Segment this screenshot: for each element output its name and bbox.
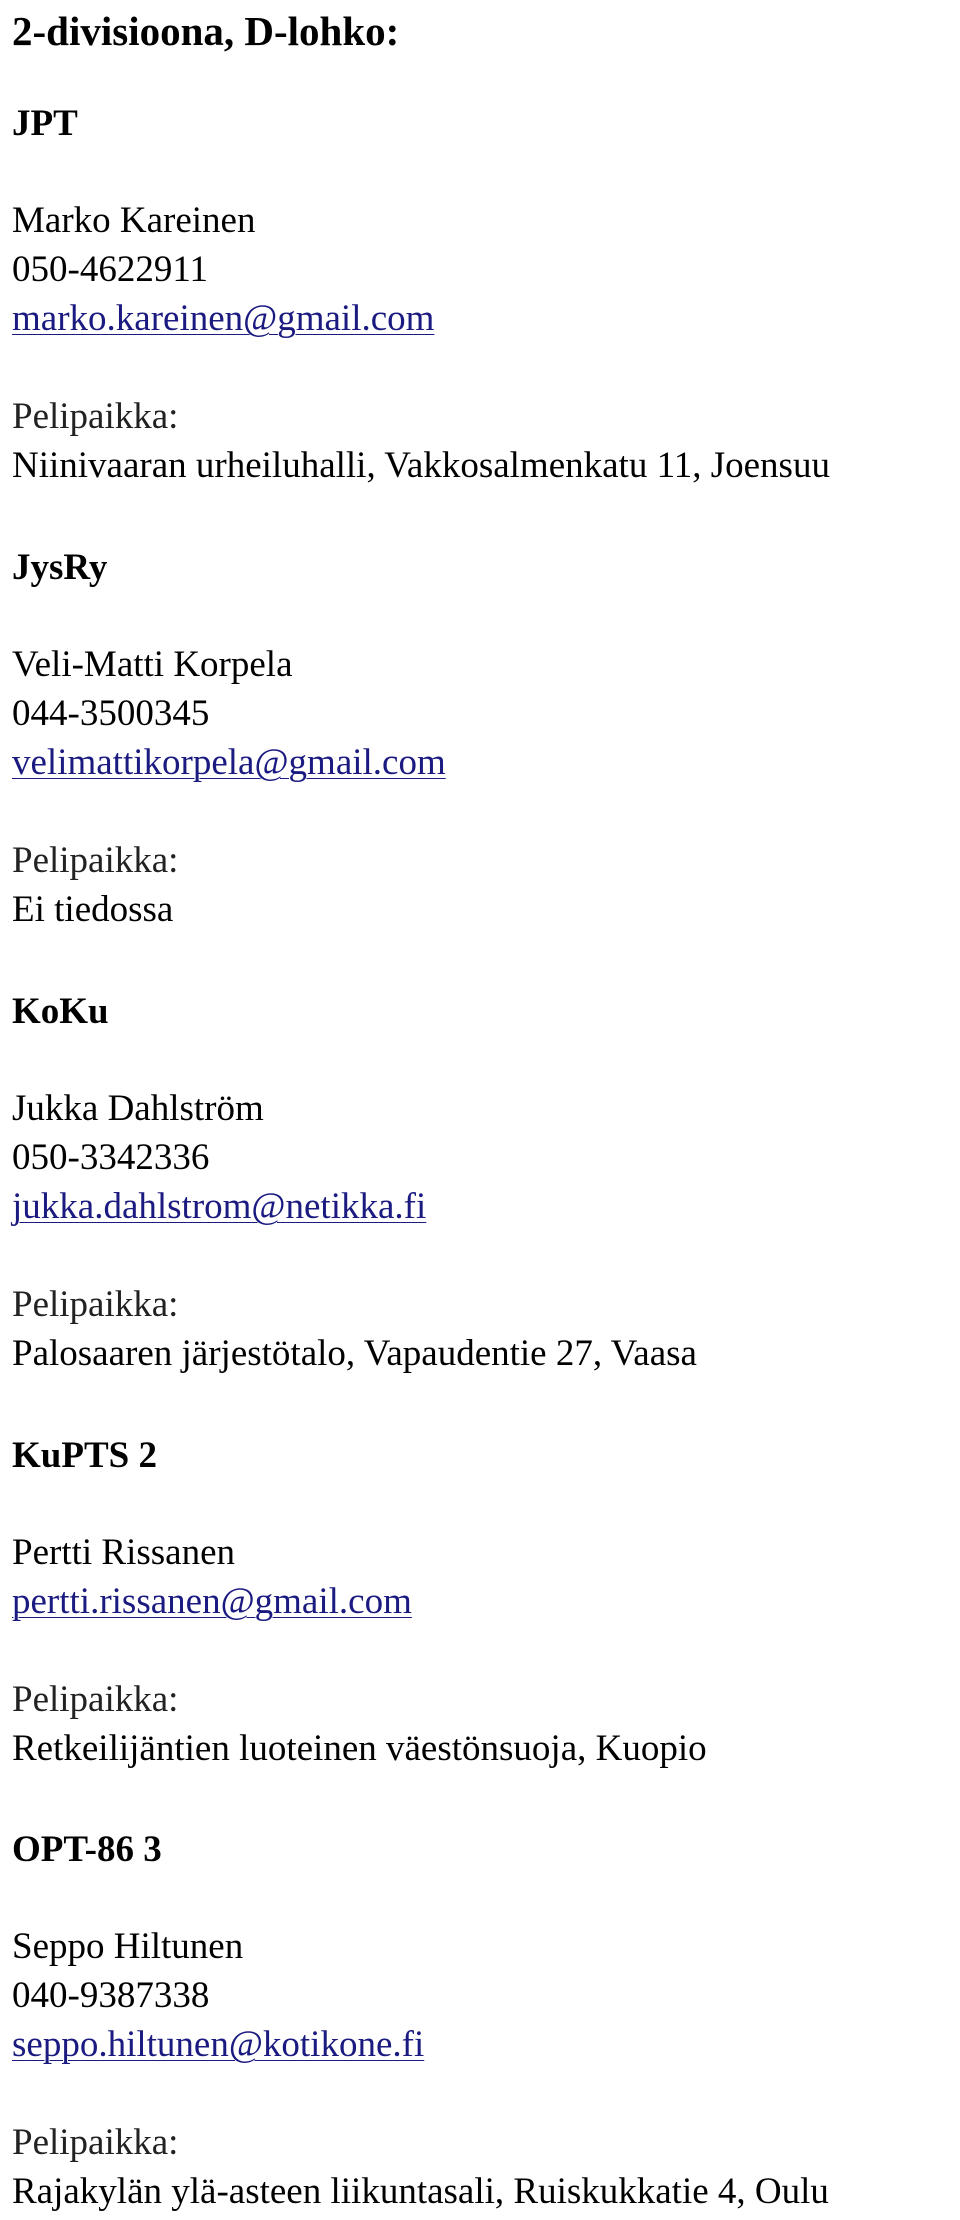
venue-label: Pelipaikka: (12, 396, 179, 437)
venue-address: Retkeilijäntien luoteinen väestönsuoja, Kuopio (12, 1728, 707, 1769)
club-name: OPT-86 3 (12, 1829, 162, 1870)
venue-address: Palosaaren järjestötalo, Vapaudentie 27, Vaasa (12, 1333, 697, 1374)
contact-name: Seppo Hiltunen (12, 1926, 244, 1967)
contact-phone: 044-3500345 (12, 693, 210, 734)
club-name: JysRy (12, 547, 108, 588)
contact-email-link[interactable]: velimattikorpela@gmail.com (12, 742, 446, 783)
contact-phone: 050-4622911 (12, 249, 208, 290)
club-name: JPT (12, 103, 78, 144)
venue-address: Niinivaaran urheiluhalli, Vakkosalmenkatu 11, Joensuu (12, 445, 830, 486)
venue-label: Pelipaikka: (12, 1284, 179, 1325)
contact-email-link[interactable]: pertti.rissanen@gmail.com (12, 1581, 412, 1622)
contact-email-link[interactable]: marko.kareinen@gmail.com (12, 298, 435, 339)
contact-phone: 050-3342336 (12, 1137, 210, 1178)
contact-phone: 040-9387338 (12, 1975, 210, 2016)
contact-name: Marko Kareinen (12, 200, 256, 241)
club-name: KuPTS 2 (12, 1435, 157, 1476)
venue-address: Rajakylän ylä-asteen liikuntasali, Ruiskukkatie 4, Oulu (12, 2171, 829, 2212)
contact-name: Veli-Matti Korpela (12, 644, 293, 685)
venue-label: Pelipaikka: (12, 1679, 179, 1720)
venue-address: Ei tiedossa (12, 889, 174, 930)
contact-name: Jukka Dahlström (12, 1088, 264, 1129)
division-title: 2-divisioona, D-lohko: (12, 8, 400, 54)
venue-label: Pelipaikka: (12, 2122, 179, 2163)
contact-email-link[interactable]: jukka.dahlstrom@netikka.fi (12, 1186, 427, 1227)
contact-email-link[interactable]: seppo.hiltunen@kotikone.fi (12, 2024, 425, 2065)
venue-label: Pelipaikka: (12, 840, 179, 881)
contact-name: Pertti Rissanen (12, 1532, 236, 1573)
club-name: KoKu (12, 991, 109, 1032)
